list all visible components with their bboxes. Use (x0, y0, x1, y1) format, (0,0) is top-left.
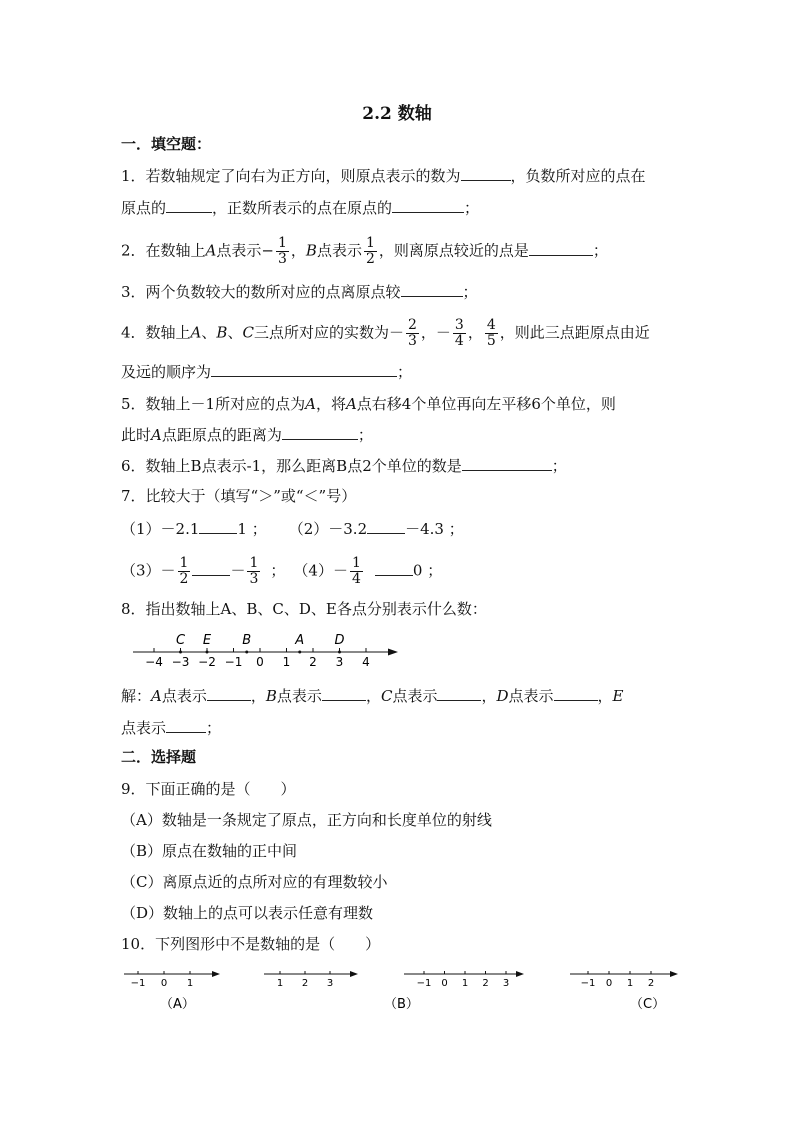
tick-label: 1 (626, 978, 634, 989)
point-label: A (295, 633, 305, 648)
question-9-option-d[interactable]: （D）数轴上的点可以表示任意有理数 (121, 904, 374, 922)
answer-blank[interactable] (199, 519, 237, 534)
answer-blank[interactable] (282, 425, 358, 440)
fraction: $\frac{4}{5}$ (486, 317, 496, 349)
section-fill-in-heading: 一．填空题： (121, 135, 212, 153)
tick-label: 1 (186, 978, 194, 989)
tick-label: 2 (309, 655, 317, 669)
fraction: $\frac{3}{4}$ (454, 317, 464, 349)
answer-blank[interactable] (375, 561, 413, 576)
point-marker (245, 651, 248, 654)
question-10-title: 10．下列图形中不是数轴的是（ ） (121, 935, 381, 953)
question-3: 3．两个负数较大的数所对应的点离原点较 ； (121, 283, 478, 301)
q8-number-line (130, 630, 410, 672)
fraction: $\frac{1}{4}$ (351, 555, 361, 587)
answer-blank[interactable] (207, 686, 251, 701)
section-choice-heading: 二．选择题 (121, 748, 197, 766)
tick-label: 3 (335, 655, 344, 669)
question-1-line-1: 1．若数轴规定了向右为正方向，则原点表示的数为 ，负数所对应的点在 (121, 167, 646, 185)
point-label: E (202, 633, 212, 648)
point-marker (338, 651, 341, 654)
tick-label: 2 (301, 978, 309, 989)
q10-axes (0, 962, 794, 1022)
tick-label: −1 (130, 978, 146, 989)
answer-blank[interactable] (554, 686, 598, 701)
fraction: $\frac{1}{3}$ (277, 235, 287, 267)
axis-arrow (516, 971, 524, 977)
point-label: D (334, 633, 345, 648)
tick-label: 4 (362, 655, 370, 669)
answer-blank[interactable] (166, 198, 212, 213)
point-marker (206, 651, 209, 654)
answer-blank[interactable] (322, 686, 366, 701)
answer-blank[interactable] (192, 561, 230, 576)
tick-label: −1 (224, 655, 243, 669)
tick-label: 0 (605, 978, 613, 989)
answer-blank[interactable] (166, 718, 206, 733)
option-a-label[interactable]: （A） (160, 997, 195, 1012)
tick-label: −1 (580, 978, 596, 989)
answer-blank[interactable] (462, 456, 552, 471)
tick-label: 0 (160, 978, 168, 989)
fraction: $\frac{1}{3}$ (249, 555, 259, 587)
answer-blank[interactable] (529, 241, 593, 256)
tick-label: 2 (647, 978, 655, 989)
axis-figure-3 (404, 971, 524, 989)
tick-label: −3 (171, 655, 190, 669)
question-4-line-1: 4．数轴上A、B、C三点所对应的实数为－ $\frac{2}{3}$ ，－ $\frac{3}{4}$ ， $\frac{4}{5}$ ，则此三点距原点由近 (121, 317, 650, 349)
question-8-answer-line-2: 点表示 ； (121, 719, 222, 737)
question-9-option-a[interactable]: （A）数轴是一条规定了原点，正方向和长度单位的射线 (121, 811, 492, 829)
question-9-option-b[interactable]: （B）原点在数轴的正中间 (121, 842, 298, 860)
question-5-line-2: 此时A点距原点的距离为 ； (121, 426, 373, 444)
answer-blank[interactable] (437, 686, 481, 701)
answer-blank[interactable] (461, 166, 511, 181)
tick-label: −1 (416, 978, 432, 989)
axis-figure-2 (264, 971, 358, 989)
question-7-title: 7．比较大于（填写“＞”或“＜”号） (121, 487, 357, 505)
tick-label: 1 (461, 978, 469, 989)
point-marker (179, 651, 182, 654)
page-title: 2.2 数轴 (362, 104, 432, 124)
fraction: $\frac{1}{2}$ (365, 235, 375, 267)
answer-blank[interactable] (211, 362, 397, 377)
question-7-parts-1-2: （1）－2.1 1 ； （2）－3.2 －4.3 ； (121, 520, 464, 538)
point-label: B (242, 633, 252, 648)
question-9-option-c[interactable]: （C）离原点近的点所对应的有理数较小 (121, 873, 388, 891)
answer-blank[interactable] (401, 282, 463, 297)
tick-label: 1 (282, 655, 291, 669)
tick-label: 3 (326, 978, 334, 989)
question-8-answer-line-1: 解：A点表示 ，B点表示 ，C点表示 ，D点表示 ，E (121, 687, 624, 705)
tick-label: 2 (482, 978, 489, 989)
axis-arrow (670, 971, 678, 977)
question-5-line-1: 5．数轴上－1所对应的点为A，将A点右移4个单位再向左平移6个单位，则 (121, 395, 616, 413)
tick-label: −4 (145, 655, 163, 669)
axis-arrow (212, 971, 220, 977)
question-7-parts-3-4: （3）－ $\frac{1}{2}$ － $\frac{1}{3}$ ； （4）－ $\frac{1}{4}$ 0 ； (121, 555, 443, 587)
tick-label: 3 (502, 978, 510, 989)
tick-label: 1 (276, 978, 284, 989)
fraction: $\frac{2}{3}$ (407, 317, 417, 349)
question-4-line-2: 及远的顺序为 ； (121, 363, 413, 381)
fraction: $\frac{1}{2}$ (179, 555, 189, 587)
tick-label: −2 (198, 655, 216, 669)
axis-figure-1 (124, 971, 220, 989)
tick-label: 0 (441, 978, 448, 989)
axis-arrow (350, 971, 358, 977)
option-c-label[interactable]: （C） (630, 997, 666, 1012)
option-b-label[interactable]: （B） (384, 997, 419, 1012)
answer-blank[interactable] (392, 198, 464, 213)
question-6: 6．数轴上B点表示-1，那么距离B点2个单位的数是 ； (121, 457, 567, 475)
question-2: 2．在数轴上A点表示− $\frac{1}{3}$ ，B点表示 $\frac{1}{2}$ ，则离原点较近的点是 ； (121, 235, 608, 267)
question-1-line-2: 原点的 ，正数所表示的点在原点的 ； (121, 199, 480, 217)
point-marker (298, 651, 301, 654)
question-8-title: 8．指出数轴上A、B、C、D、E各点分别表示什么数： (121, 600, 487, 618)
point-label: C (175, 633, 186, 648)
question-9-title: 9．下面正确的是（ ） (121, 780, 296, 798)
answer-blank[interactable] (367, 519, 405, 534)
tick-label: 0 (256, 655, 264, 669)
axis-figure-4 (570, 971, 678, 989)
